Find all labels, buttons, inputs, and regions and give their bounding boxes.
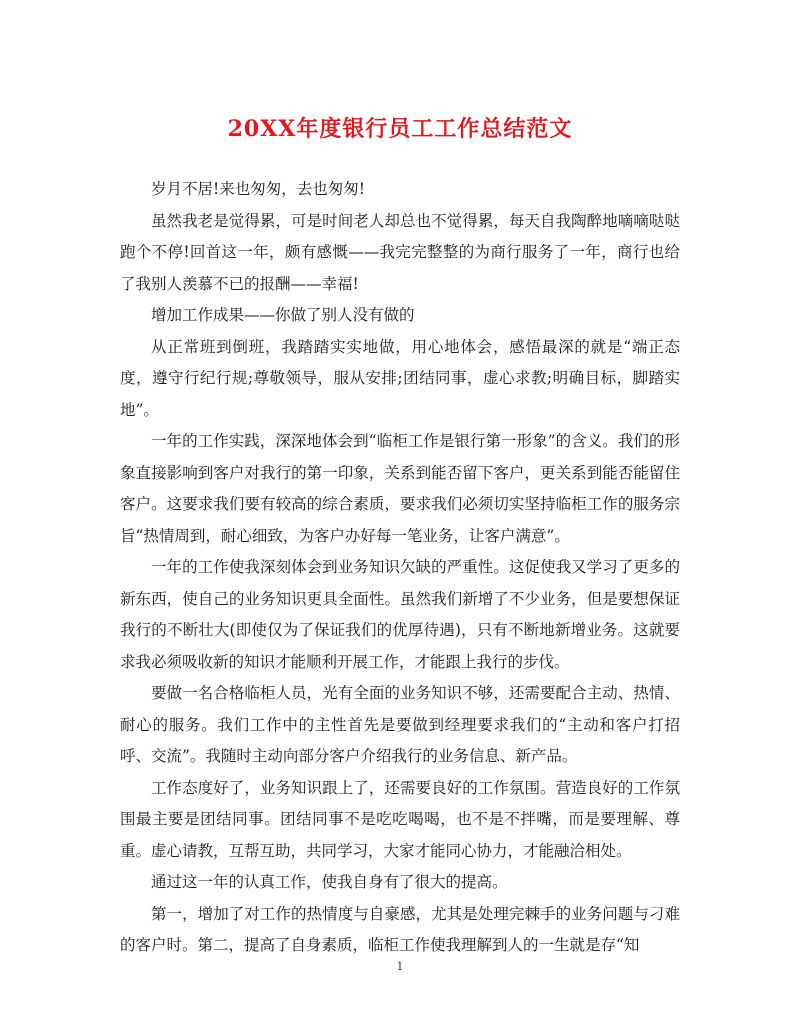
paragraph: 工作态度好了，业务知识跟上了，还需要良好的工作氛围。营造良好的工作氛围最主要是团结同事。团结同事不是吃吃喝喝，也不是不拌嘴，而是要理解、尊重。虚心请教，互帮互助，共同学习，大家才能同心协力，才能融洽相处。 <box>120 778 680 860</box>
paragraph: 第一，增加了对工作的热情度与自豪感，尤其是处理完棘手的业务问题与刁难的客户时。第二，提高了自身素质，临柜工作使我理解到人的一生就是存“知 <box>120 904 680 954</box>
paragraph: 要做一名合格临柜人员，光有全面的业务知识不够，还需要配合主动、热情、耐心的服务。我们工作中的主性首先是要做到经理要求我们的“主动和客户打招呼、交流”。我随时主动向部分客户介绍我行的业务信息、新产品。 <box>120 684 680 765</box>
paragraph: 从正常班到倒班，我踏踏实实地做，用心地体会，感悟最深的就是“端正态度，遵守行纪行规;尊敬领导，服从安排;团结同事，虚心求教;明确目标，脚踏实地”。 <box>120 337 680 419</box>
paragraph: 一年的工作实践，深深地体会到“临柜工作是银行第一形象”的含义。我们的形象直接影响到客户对我行的第一印象，关系到能否留下客户，更关系到能否能留住客户。这要求我们要有较高的综合素质，要求我们必须切实坚持临柜工作的服务宗旨“热情周到，耐心细致，为客户办好每一笔业务，让客户满意”。 <box>120 432 680 545</box>
document-body <box>120 174 680 962</box>
paragraph: 岁月不居!来也匆匆，去也匆匆! <box>151 180 365 198</box>
paragraph: 虽然我老是觉得累，可是时间老人却总也不觉得累，每天自我陶醉地嘀嘀哒哒跑个不停!回首这一年，颇有感慨——我完完整整的为商行服务了一年，商行也给了我别人羡慕不已的报酬——幸福! <box>120 211 680 293</box>
paragraph: 通过这一年的认真工作，使我自身有了很大的提高。 <box>151 873 508 891</box>
paragraph: 增加工作成果——你做了别人没有做的 <box>151 306 415 324</box>
paragraph: 一年的工作使我深刻体会到业务知识欠缺的严重性。这促使我又学习了更多的新东西，使自己的业务知识更具全面性。虽然我们新增了不少业务，但是要想保证我行的不断壮大(即使仅为了保证我们的优厚待遇)，只有不断地新增业务。这就要求我必须吸收新的知识才能顺利开展工作，才能跟上我行的步伐。 <box>120 558 680 671</box>
page-number: 1 <box>396 960 404 973</box>
document-title: 20XX年度银行员工工作总结范文 <box>227 116 573 142</box>
